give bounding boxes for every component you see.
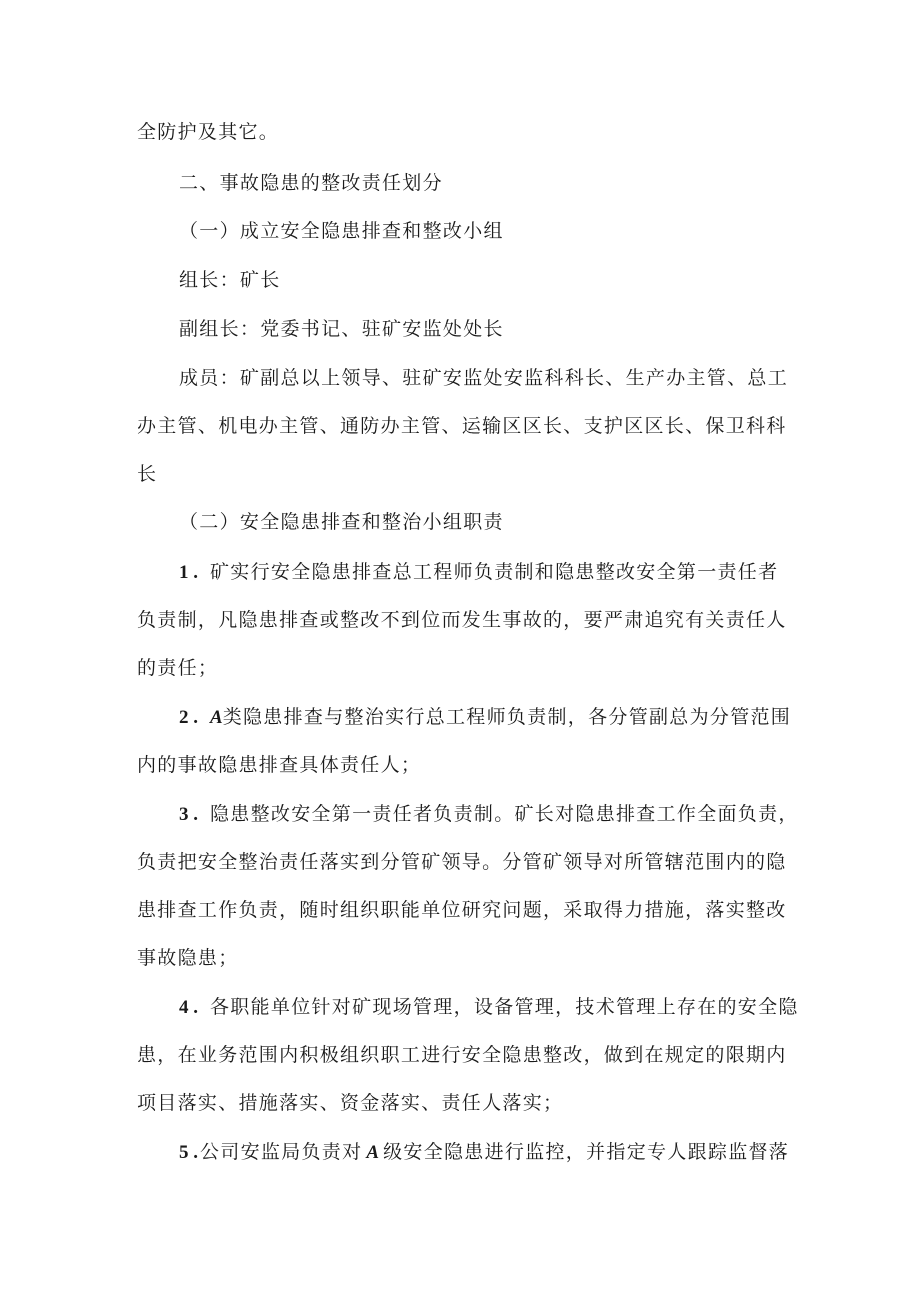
item-3-line-2: 负责把安全整治责任落实到分管矿领导。分管矿领导对所管辖范围内的隐 — [137, 851, 787, 873]
paragraph-continuation: 全防护及其它。 — [137, 121, 280, 143]
item-3-line-4: 事故隐患； — [137, 947, 239, 969]
item-2-line-1 — [179, 705, 791, 730]
members-line-2: 办主管、机电办主管、通防办主管、运输区区长、支护区区长、保卫科科 — [137, 415, 787, 437]
item-2-number: 2 . — [179, 707, 198, 728]
item-1-line-2: 负责制，凡隐患排查或整改不到位而发生事故的，要严肃追究有关责任人 — [137, 609, 787, 631]
item-3-number: 3 . — [179, 804, 198, 825]
item-2-grade: A — [210, 707, 223, 728]
item-4-line-1 — [179, 995, 799, 1020]
subsection-heading-1: （一）成立安全隐患排查和整改小组 — [179, 220, 504, 242]
item-1-line-3: 的责任； — [137, 657, 219, 679]
group-leader: 组长：矿长 — [179, 269, 281, 291]
item-4-line-3: 项目落实、措施落实、资金落实、责任人落实； — [137, 1092, 564, 1114]
item-4-text: 各职能单位针对矿现场管理，设备管理，技术管理上存在的安全隐 — [210, 996, 799, 1018]
section-heading-2: 二、事故隐患的整改责任划分 — [179, 172, 443, 194]
item-3-line-1 — [179, 802, 799, 827]
item-3-text: 隐患整改安全第一责任者负责制。矿长对隐患排查工作全面负责， — [210, 803, 799, 825]
item-1-text: 矿实行安全隐患排查总工程师负责制和隐患整改安全第一责任者 — [210, 561, 779, 583]
item-1-line-1 — [179, 560, 778, 585]
item-4-number: 4 . — [179, 997, 198, 1018]
subsection-heading-2: （二）安全隐患排查和整治小组职责 — [179, 511, 504, 533]
item-5-text-b: 级安全隐患进行监控，并指定专人跟踪监督落 — [383, 1141, 790, 1163]
item-5-grade: A — [366, 1142, 380, 1163]
item-5-text-a: 公司安监局负责对 — [200, 1141, 363, 1163]
deputy-group-leader: 副组长：党委书记、驻矿安监处处长 — [179, 318, 504, 340]
item-4-line-2: 患，在业务范围内积极组织职工进行安全隐患整改，做到在规定的限期内 — [137, 1044, 787, 1066]
item-2-text: 类隐患排查与整治实行总工程师负责制，各分管副总为分管范围 — [222, 706, 792, 728]
item-5-number: 5 . — [179, 1142, 198, 1163]
item-1-number: 1 . — [179, 562, 198, 583]
members-line-3: 长 — [137, 463, 158, 485]
item-2-line-2: 内的事故隐患排查具体责任人； — [137, 754, 422, 776]
members-line-1: 成员：矿副总以上领导、驻矿安监处安监科科长、生产办主管、总工 — [179, 367, 789, 389]
item-3-line-3: 患排查工作负责，随时组织职能单位研究问题，采取得力措施，落实整改 — [137, 899, 787, 921]
item-5-line-1 — [179, 1140, 789, 1165]
